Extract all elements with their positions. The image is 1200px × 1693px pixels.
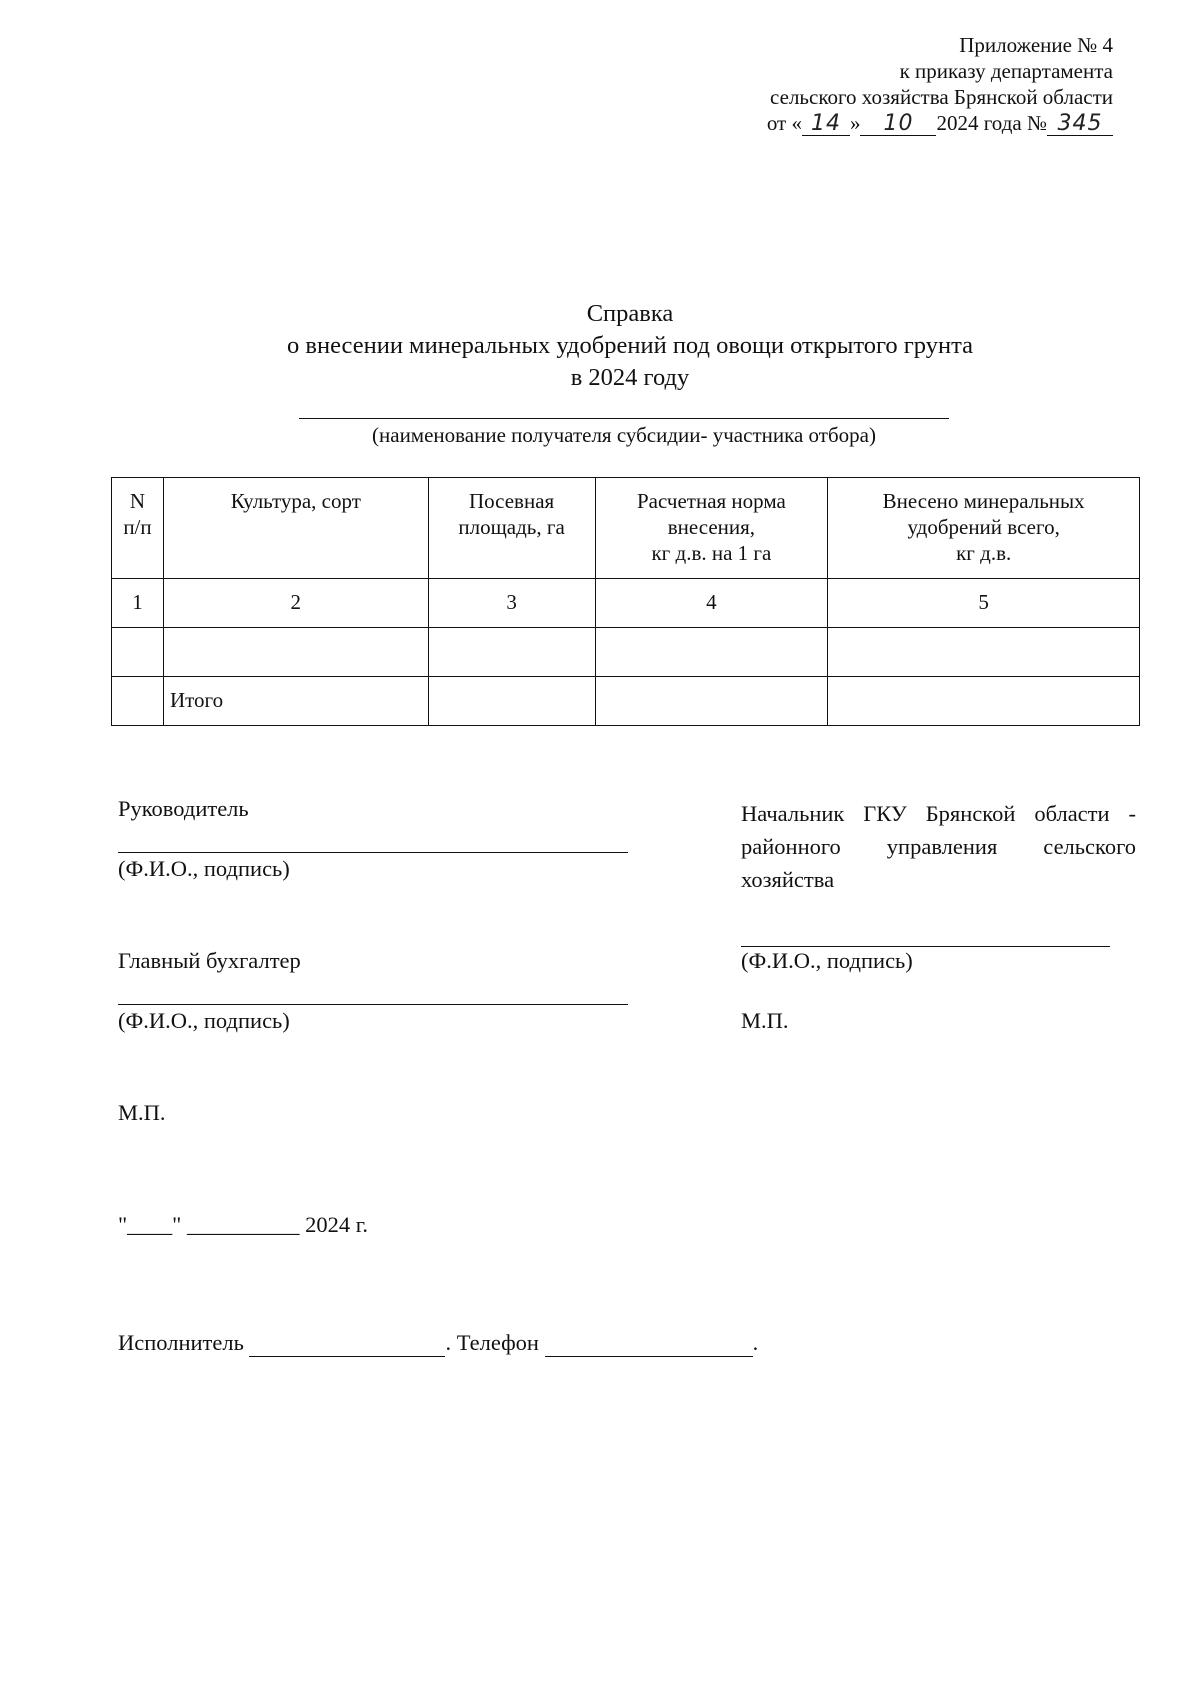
table-header-cell: Расчетная норма внесения, кг д.в. на 1 га <box>595 478 828 579</box>
annex-number: Приложение № 4 <box>959 33 1113 57</box>
column-number: 3 <box>428 579 595 628</box>
accountant-label: Главный бухгалтер <box>118 948 301 973</box>
date-prefix: от « <box>766 111 802 135</box>
table-cell[interactable] <box>828 628 1140 677</box>
accountant-fio-caption: (Ф.И.О., подпись) <box>118 1008 290 1033</box>
table-cell <box>112 677 164 726</box>
table-cell[interactable] <box>595 677 828 726</box>
handwritten-month: 10 <box>860 113 936 136</box>
chief-signature-line <box>741 946 1110 947</box>
table-cell[interactable] <box>595 628 828 677</box>
table-cell[interactable] <box>428 628 595 677</box>
date-close-quote: » <box>849 111 861 135</box>
stamp-right: М.П. <box>741 1008 789 1033</box>
recipient-caption: (наименование получателя субсидии- участника отбора) <box>372 423 876 447</box>
handwritten-order-number: 345 <box>1047 113 1113 136</box>
column-number: 1 <box>112 579 164 628</box>
document-title <box>30 298 1200 394</box>
executor-label: Исполнитель <box>118 1330 244 1355</box>
head-fio-caption: (Ф.И.О., подпись) <box>118 856 290 881</box>
date-year-number: 2024 года № <box>936 111 1047 135</box>
annex-date-line <box>693 110 1113 136</box>
title-line-2: о внесении минеральных удобрений под овощи открытого грунта <box>287 332 973 359</box>
annex-order-ref: к приказу департамента <box>899 59 1113 83</box>
signature-date: "____" __________ 2024 г. <box>118 1212 369 1237</box>
table-header-cell: Внесено минеральных удобрений всего, кг д.в. <box>828 478 1140 579</box>
table-row <box>112 579 1140 628</box>
table-cell[interactable] <box>428 677 595 726</box>
table-header-cell: N п/п <box>112 478 164 579</box>
title-line-3: в 2024 году <box>570 364 690 391</box>
total-label: Итого <box>163 677 428 726</box>
table-header-cell: Культура, сорт <box>163 478 428 579</box>
table-header-row <box>112 478 1140 579</box>
handwritten-day: 14 <box>802 113 850 136</box>
annex-header <box>693 32 1113 136</box>
annex-department: сельского хозяйства Брянской области <box>770 85 1113 109</box>
accountant-signature-line <box>118 1004 628 1005</box>
executor-blank[interactable] <box>249 1330 445 1357</box>
table-cell[interactable] <box>112 628 164 677</box>
chief-label: Начальник ГКУ Брянской области - районного управления сельского хозяйства <box>741 801 1136 892</box>
chief-fio-caption: (Ф.И.О., подпись) <box>741 948 913 973</box>
head-signature-line <box>118 852 628 853</box>
stamp-left: М.П. <box>118 1100 166 1125</box>
title-line-1: Справка <box>586 300 674 327</box>
table-header-cell: Посевная площадь, га <box>428 478 595 579</box>
recipient-name-line <box>299 418 949 419</box>
table-row <box>112 628 1140 677</box>
column-number: 5 <box>828 579 1140 628</box>
executor-line <box>118 1330 758 1357</box>
phone-blank[interactable] <box>545 1330 753 1357</box>
end-dot: . <box>752 1330 759 1355</box>
head-label: Руководитель <box>118 796 249 821</box>
column-number: 4 <box>595 579 828 628</box>
table-cell[interactable] <box>828 677 1140 726</box>
table-cell[interactable] <box>163 628 428 677</box>
phone-label: . Телефон <box>445 1330 539 1355</box>
table-total-row <box>112 677 1140 726</box>
column-number: 2 <box>163 579 428 628</box>
fertilizer-table <box>111 477 1140 726</box>
